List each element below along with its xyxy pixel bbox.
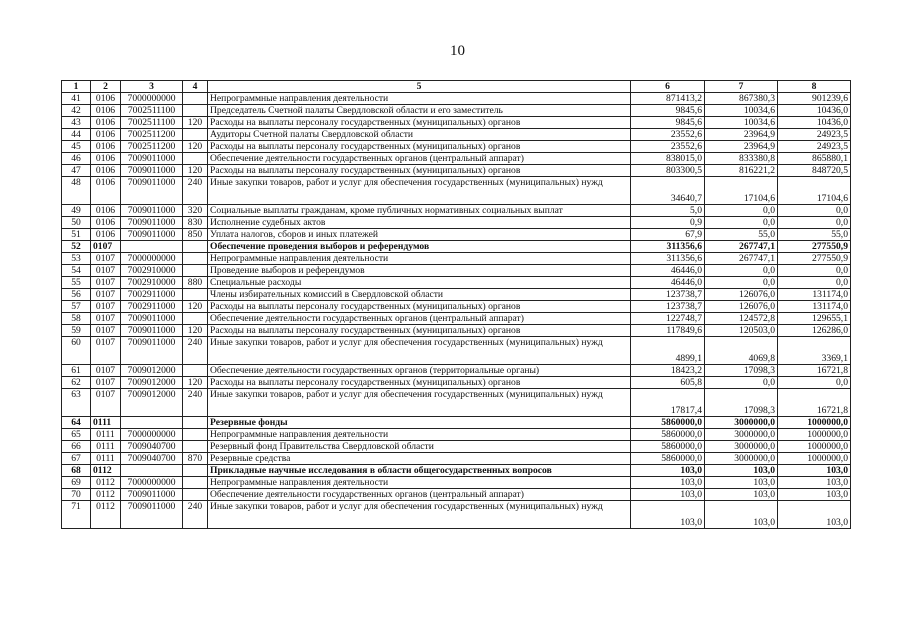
section-code-cell: 0107 [91, 265, 121, 277]
row-number-cell: 63 [62, 389, 91, 417]
row-number-cell: 57 [62, 301, 91, 313]
expense-type-cell [183, 129, 208, 141]
row-number-cell: 52 [62, 241, 91, 253]
header-cell: 7 [705, 81, 778, 93]
amount-col8-cell: 0,0 [778, 377, 851, 389]
table-row [62, 325, 851, 337]
section-code-cell: 0106 [91, 93, 121, 105]
row-number-cell: 53 [62, 253, 91, 265]
item-name-cell: Расходы на выплаты персоналу государственных (муниципальных) органов [208, 377, 631, 389]
section-code-cell: 0106 [91, 229, 121, 241]
amount-col8-cell: 17104,6 [778, 177, 851, 205]
item-name-cell: Расходы на выплаты персоналу государственных (муниципальных) органов [208, 325, 631, 337]
target-article-cell: 7009040700 [121, 441, 183, 453]
amount-col6-cell: 23552,6 [631, 129, 705, 141]
section-code-cell: 0106 [91, 105, 121, 117]
section-code-cell: 0107 [91, 277, 121, 289]
table-row [62, 105, 851, 117]
row-number-cell: 56 [62, 289, 91, 301]
item-name-cell: Социальные выплаты гражданам, кроме публичных нормативных социальных выплат [208, 205, 631, 217]
amount-col6-cell: 9845,6 [631, 105, 705, 117]
item-name-cell: Иные закупки товаров, работ и услуг для обеспечения государственных (муниципальных) нужд [208, 177, 631, 205]
amount-col6-cell: 122748,7 [631, 313, 705, 325]
amount-col7-cell: 55,0 [705, 229, 778, 241]
amount-col6-cell: 103,0 [631, 477, 705, 489]
table-row [62, 265, 851, 277]
amount-col8-cell: 103,0 [778, 489, 851, 501]
table-row [62, 389, 851, 417]
section-code-cell: 0107 [91, 365, 121, 377]
amount-col7-cell: 126076,0 [705, 289, 778, 301]
amount-col8-cell: 16721,8 [778, 365, 851, 377]
amount-col8-cell: 1000000,0 [778, 453, 851, 465]
amount-col6-cell: 5860000,0 [631, 417, 705, 429]
table-row [62, 365, 851, 377]
item-name-cell: Непрограммные направления деятельности [208, 253, 631, 265]
section-code-cell: 0107 [91, 337, 121, 365]
expense-type-cell: 870 [183, 453, 208, 465]
item-name-cell: Аудиторы Счетной палаты Свердловской области [208, 129, 631, 141]
amount-col8-cell: 126286,0 [778, 325, 851, 337]
amount-col8-cell: 865880,1 [778, 153, 851, 165]
amount-col8-cell: 103,0 [778, 477, 851, 489]
header-cell: 5 [208, 81, 631, 93]
expense-type-cell [183, 153, 208, 165]
table-row [62, 377, 851, 389]
amount-col6-cell: 46446,0 [631, 265, 705, 277]
table-row [62, 241, 851, 253]
row-number-cell: 59 [62, 325, 91, 337]
amount-col7-cell: 126076,0 [705, 301, 778, 313]
target-article-cell: 7002911000 [121, 289, 183, 301]
target-article-cell [121, 241, 183, 253]
section-code-cell: 0107 [91, 313, 121, 325]
amount-col8-cell: 131174,0 [778, 301, 851, 313]
amount-col7-cell: 10034,6 [705, 105, 778, 117]
item-name-cell: Члены избирательных комиссий в Свердловской области [208, 289, 631, 301]
amount-col7-cell: 0,0 [705, 265, 778, 277]
section-code-cell: 0107 [91, 325, 121, 337]
section-code-cell: 0107 [91, 241, 121, 253]
amount-col8-cell: 0,0 [778, 265, 851, 277]
item-name-cell: Обеспечение деятельности государственных органов (центральный аппарат) [208, 489, 631, 501]
amount-col7-cell: 17098,3 [705, 389, 778, 417]
amount-col7-cell: 267747,1 [705, 253, 778, 265]
target-article-cell: 7009011000 [121, 153, 183, 165]
item-name-cell: Расходы на выплаты персоналу государственных (муниципальных) органов [208, 117, 631, 129]
section-code-cell: 0106 [91, 117, 121, 129]
target-article-cell: 7000000000 [121, 477, 183, 489]
amount-col7-cell: 0,0 [705, 217, 778, 229]
expense-type-cell [183, 365, 208, 377]
amount-col7-cell: 103,0 [705, 477, 778, 489]
table-row [62, 453, 851, 465]
item-name-cell: Иные закупки товаров, работ и услуг для обеспечения государственных (муниципальных) нужд [208, 337, 631, 365]
target-article-cell: 7002511100 [121, 105, 183, 117]
row-number-cell: 47 [62, 165, 91, 177]
row-number-cell: 55 [62, 277, 91, 289]
amount-col8-cell: 0,0 [778, 217, 851, 229]
budget-table [61, 80, 851, 529]
amount-col8-cell: 16721,8 [778, 389, 851, 417]
amount-col8-cell: 1000000,0 [778, 417, 851, 429]
item-name-cell: Исполнение судебных актов [208, 217, 631, 229]
amount-col6-cell: 605,8 [631, 377, 705, 389]
expense-type-cell [183, 477, 208, 489]
amount-col7-cell: 23964,9 [705, 129, 778, 141]
amount-col6-cell: 117849,6 [631, 325, 705, 337]
amount-col7-cell: 833380,8 [705, 153, 778, 165]
table-row [62, 429, 851, 441]
amount-col8-cell: 901239,6 [778, 93, 851, 105]
section-code-cell: 0106 [91, 129, 121, 141]
header-cell: 1 [62, 81, 91, 93]
amount-col7-cell: 103,0 [705, 465, 778, 477]
table-row [62, 501, 851, 529]
table-row [62, 177, 851, 205]
amount-col6-cell: 103,0 [631, 465, 705, 477]
section-code-cell: 0111 [91, 429, 121, 441]
table-header-row [62, 81, 851, 93]
expense-type-cell [183, 289, 208, 301]
header-cell: 3 [121, 81, 183, 93]
amount-col8-cell: 103,0 [778, 465, 851, 477]
amount-col8-cell: 10436,0 [778, 105, 851, 117]
amount-col7-cell: 4069,8 [705, 337, 778, 365]
item-name-cell: Резервные фонды [208, 417, 631, 429]
expense-type-cell [183, 429, 208, 441]
row-number-cell: 41 [62, 93, 91, 105]
item-name-cell: Непрограммные направления деятельности [208, 477, 631, 489]
target-article-cell: 7002511200 [121, 129, 183, 141]
row-number-cell: 44 [62, 129, 91, 141]
table-row [62, 141, 851, 153]
expense-type-cell: 830 [183, 217, 208, 229]
row-number-cell: 54 [62, 265, 91, 277]
amount-col7-cell: 17104,6 [705, 177, 778, 205]
expense-type-cell: 240 [183, 337, 208, 365]
item-name-cell: Иные закупки товаров, работ и услуг для обеспечения государственных (муниципальных) нужд [208, 389, 631, 417]
amount-col8-cell: 3369,1 [778, 337, 851, 365]
section-code-cell: 0107 [91, 389, 121, 417]
target-article-cell: 7009011000 [121, 217, 183, 229]
expense-type-cell: 120 [183, 117, 208, 129]
item-name-cell: Уплата налогов, сборов и иных платежей [208, 229, 631, 241]
row-number-cell: 48 [62, 177, 91, 205]
item-name-cell: Резервные средства [208, 453, 631, 465]
row-number-cell: 67 [62, 453, 91, 465]
item-name-cell: Непрограммные направления деятельности [208, 429, 631, 441]
row-number-cell: 66 [62, 441, 91, 453]
row-number-cell: 50 [62, 217, 91, 229]
item-name-cell: Обеспечение проведения выборов и референдумов [208, 241, 631, 253]
target-article-cell [121, 465, 183, 477]
expense-type-cell: 240 [183, 501, 208, 529]
expense-type-cell [183, 253, 208, 265]
target-article-cell: 7000000000 [121, 93, 183, 105]
table-row [62, 129, 851, 141]
header-cell: 6 [631, 81, 705, 93]
amount-col6-cell: 871413,2 [631, 93, 705, 105]
amount-col8-cell: 277550,9 [778, 253, 851, 265]
item-name-cell: Обеспечение деятельности государственных органов (центральный аппарат) [208, 153, 631, 165]
table-row [62, 313, 851, 325]
amount-col6-cell: 311356,6 [631, 241, 705, 253]
expense-type-cell: 240 [183, 177, 208, 205]
section-code-cell: 0112 [91, 501, 121, 529]
table-row [62, 205, 851, 217]
amount-col7-cell: 3000000,0 [705, 429, 778, 441]
row-number-cell: 70 [62, 489, 91, 501]
row-number-cell: 62 [62, 377, 91, 389]
table-row [62, 417, 851, 429]
amount-col8-cell: 24923,5 [778, 141, 851, 153]
row-number-cell: 71 [62, 501, 91, 529]
amount-col6-cell: 18423,2 [631, 365, 705, 377]
row-number-cell: 51 [62, 229, 91, 241]
row-number-cell: 45 [62, 141, 91, 153]
row-number-cell: 60 [62, 337, 91, 365]
table-row [62, 153, 851, 165]
table-row [62, 217, 851, 229]
amount-col6-cell: 5,0 [631, 205, 705, 217]
section-code-cell: 0112 [91, 489, 121, 501]
section-code-cell: 0107 [91, 301, 121, 313]
row-number-cell: 69 [62, 477, 91, 489]
row-number-cell: 58 [62, 313, 91, 325]
amount-col6-cell: 67,9 [631, 229, 705, 241]
amount-col8-cell: 848720,5 [778, 165, 851, 177]
target-article-cell: 7009011000 [121, 165, 183, 177]
section-code-cell: 0111 [91, 453, 121, 465]
row-number-cell: 64 [62, 417, 91, 429]
expense-type-cell [183, 489, 208, 501]
amount-col8-cell: 10436,0 [778, 117, 851, 129]
amount-col6-cell: 5860000,0 [631, 441, 705, 453]
table-row [62, 337, 851, 365]
expense-type-cell [183, 441, 208, 453]
expense-type-cell: 880 [183, 277, 208, 289]
amount-col8-cell: 129655,1 [778, 313, 851, 325]
item-name-cell: Обеспечение деятельности государственных органов (территориальные органы) [208, 365, 631, 377]
item-name-cell: Непрограммные направления деятельности [208, 93, 631, 105]
section-code-cell: 0112 [91, 465, 121, 477]
item-name-cell: Расходы на выплаты персоналу государственных (муниципальных) органов [208, 165, 631, 177]
page-number: 10 [450, 43, 465, 59]
expense-type-cell: 240 [183, 389, 208, 417]
expense-type-cell: 120 [183, 325, 208, 337]
target-article-cell: 7000000000 [121, 429, 183, 441]
item-name-cell: Специальные расходы [208, 277, 631, 289]
amount-col7-cell: 816221,2 [705, 165, 778, 177]
amount-col7-cell: 267747,1 [705, 241, 778, 253]
expense-type-cell: 120 [183, 141, 208, 153]
section-code-cell: 0107 [91, 253, 121, 265]
item-name-cell: Расходы на выплаты персоналу государственных (муниципальных) органов [208, 301, 631, 313]
expense-type-cell: 320 [183, 205, 208, 217]
target-article-cell: 7009012000 [121, 377, 183, 389]
amount-col7-cell: 0,0 [705, 205, 778, 217]
item-name-cell: Резервный фонд Правительства Свердловской области [208, 441, 631, 453]
item-name-cell: Председатель Счетной палаты Свердловской области и его заместитель [208, 105, 631, 117]
amount-col7-cell: 0,0 [705, 377, 778, 389]
table-row [62, 117, 851, 129]
target-article-cell: 7009011000 [121, 205, 183, 217]
section-code-cell: 0112 [91, 477, 121, 489]
target-article-cell: 7009040700 [121, 453, 183, 465]
section-code-cell: 0106 [91, 217, 121, 229]
target-article-cell: 7009011000 [121, 325, 183, 337]
amount-col7-cell: 103,0 [705, 489, 778, 501]
amount-col8-cell: 1000000,0 [778, 441, 851, 453]
expense-type-cell [183, 313, 208, 325]
amount-col6-cell: 23552,6 [631, 141, 705, 153]
section-code-cell: 0106 [91, 141, 121, 153]
table-row [62, 489, 851, 501]
expense-type-cell: 850 [183, 229, 208, 241]
amount-col7-cell: 3000000,0 [705, 453, 778, 465]
table-row [62, 289, 851, 301]
expense-type-cell: 120 [183, 301, 208, 313]
amount-col6-cell: 9845,6 [631, 117, 705, 129]
target-article-cell: 7009012000 [121, 365, 183, 377]
target-article-cell: 7009011000 [121, 229, 183, 241]
amount-col6-cell: 103,0 [631, 489, 705, 501]
target-article-cell: 7002910000 [121, 265, 183, 277]
row-number-cell: 46 [62, 153, 91, 165]
amount-col6-cell: 803300,5 [631, 165, 705, 177]
amount-col7-cell: 867380,3 [705, 93, 778, 105]
expense-type-cell [183, 265, 208, 277]
target-article-cell: 7002511100 [121, 117, 183, 129]
header-cell: 2 [91, 81, 121, 93]
amount-col6-cell: 123738,7 [631, 289, 705, 301]
row-number-cell: 43 [62, 117, 91, 129]
amount-col6-cell: 46446,0 [631, 277, 705, 289]
amount-col6-cell: 0,9 [631, 217, 705, 229]
row-number-cell: 65 [62, 429, 91, 441]
section-code-cell: 0106 [91, 153, 121, 165]
section-code-cell: 0106 [91, 205, 121, 217]
amount-col8-cell: 277550,9 [778, 241, 851, 253]
amount-col7-cell: 17098,3 [705, 365, 778, 377]
section-code-cell: 0106 [91, 177, 121, 205]
amount-col8-cell: 103,0 [778, 501, 851, 529]
section-code-cell: 0111 [91, 417, 121, 429]
item-name-cell: Обеспечение деятельности государственных органов (центральный аппарат) [208, 313, 631, 325]
table-row [62, 477, 851, 489]
table-row [62, 301, 851, 313]
amount-col7-cell: 0,0 [705, 277, 778, 289]
amount-col6-cell: 838015,0 [631, 153, 705, 165]
amount-col7-cell: 120503,0 [705, 325, 778, 337]
target-article-cell: 7002511200 [121, 141, 183, 153]
amount-col8-cell: 55,0 [778, 229, 851, 241]
amount-col6-cell: 5860000,0 [631, 453, 705, 465]
amount-col8-cell: 24923,5 [778, 129, 851, 141]
target-article-cell [121, 417, 183, 429]
amount-col8-cell: 1000000,0 [778, 429, 851, 441]
row-number-cell: 42 [62, 105, 91, 117]
target-article-cell: 7009011000 [121, 489, 183, 501]
amount-col7-cell: 3000000,0 [705, 441, 778, 453]
table-row [62, 277, 851, 289]
item-name-cell: Расходы на выплаты персоналу государственных (муниципальных) органов [208, 141, 631, 153]
target-article-cell: 7000000000 [121, 253, 183, 265]
header-cell: 8 [778, 81, 851, 93]
amount-col8-cell: 0,0 [778, 205, 851, 217]
amount-col6-cell: 4899,1 [631, 337, 705, 365]
amount-col6-cell: 5860000,0 [631, 429, 705, 441]
target-article-cell: 7009011000 [121, 337, 183, 365]
amount-col7-cell: 124572,8 [705, 313, 778, 325]
table-row [62, 165, 851, 177]
section-code-cell: 0107 [91, 377, 121, 389]
expense-type-cell [183, 241, 208, 253]
amount-col7-cell: 10034,6 [705, 117, 778, 129]
target-article-cell: 7009011000 [121, 501, 183, 529]
header-cell: 4 [183, 81, 208, 93]
expense-type-cell: 120 [183, 377, 208, 389]
section-code-cell: 0111 [91, 441, 121, 453]
section-code-cell: 0107 [91, 289, 121, 301]
amount-col7-cell: 103,0 [705, 501, 778, 529]
amount-col6-cell: 34640,7 [631, 177, 705, 205]
expense-type-cell [183, 465, 208, 477]
amount-col7-cell: 23964,9 [705, 141, 778, 153]
amount-col6-cell: 311356,6 [631, 253, 705, 265]
expense-type-cell [183, 105, 208, 117]
target-article-cell: 7009012000 [121, 389, 183, 417]
amount-col8-cell: 131174,0 [778, 289, 851, 301]
amount-col8-cell: 0,0 [778, 277, 851, 289]
row-number-cell: 61 [62, 365, 91, 377]
table-row [62, 229, 851, 241]
expense-type-cell [183, 417, 208, 429]
row-number-cell: 68 [62, 465, 91, 477]
section-code-cell: 0106 [91, 165, 121, 177]
target-article-cell: 7009011000 [121, 313, 183, 325]
row-number-cell: 49 [62, 205, 91, 217]
target-article-cell: 7002910000 [121, 277, 183, 289]
item-name-cell: Иные закупки товаров, работ и услуг для обеспечения государственных (муниципальных) нужд [208, 501, 631, 529]
amount-col6-cell: 123738,7 [631, 301, 705, 313]
expense-type-cell [183, 93, 208, 105]
target-article-cell: 7002911000 [121, 301, 183, 313]
amount-col6-cell: 17817,4 [631, 389, 705, 417]
item-name-cell: Проведение выборов и референдумов [208, 265, 631, 277]
expense-type-cell: 120 [183, 165, 208, 177]
table-row [62, 465, 851, 477]
amount-col7-cell: 3000000,0 [705, 417, 778, 429]
item-name-cell: Прикладные научные исследования в области общегосударственных вопросов [208, 465, 631, 477]
amount-col6-cell: 103,0 [631, 501, 705, 529]
target-article-cell: 7009011000 [121, 177, 183, 205]
table-row [62, 253, 851, 265]
table-row [62, 93, 851, 105]
table-row [62, 441, 851, 453]
